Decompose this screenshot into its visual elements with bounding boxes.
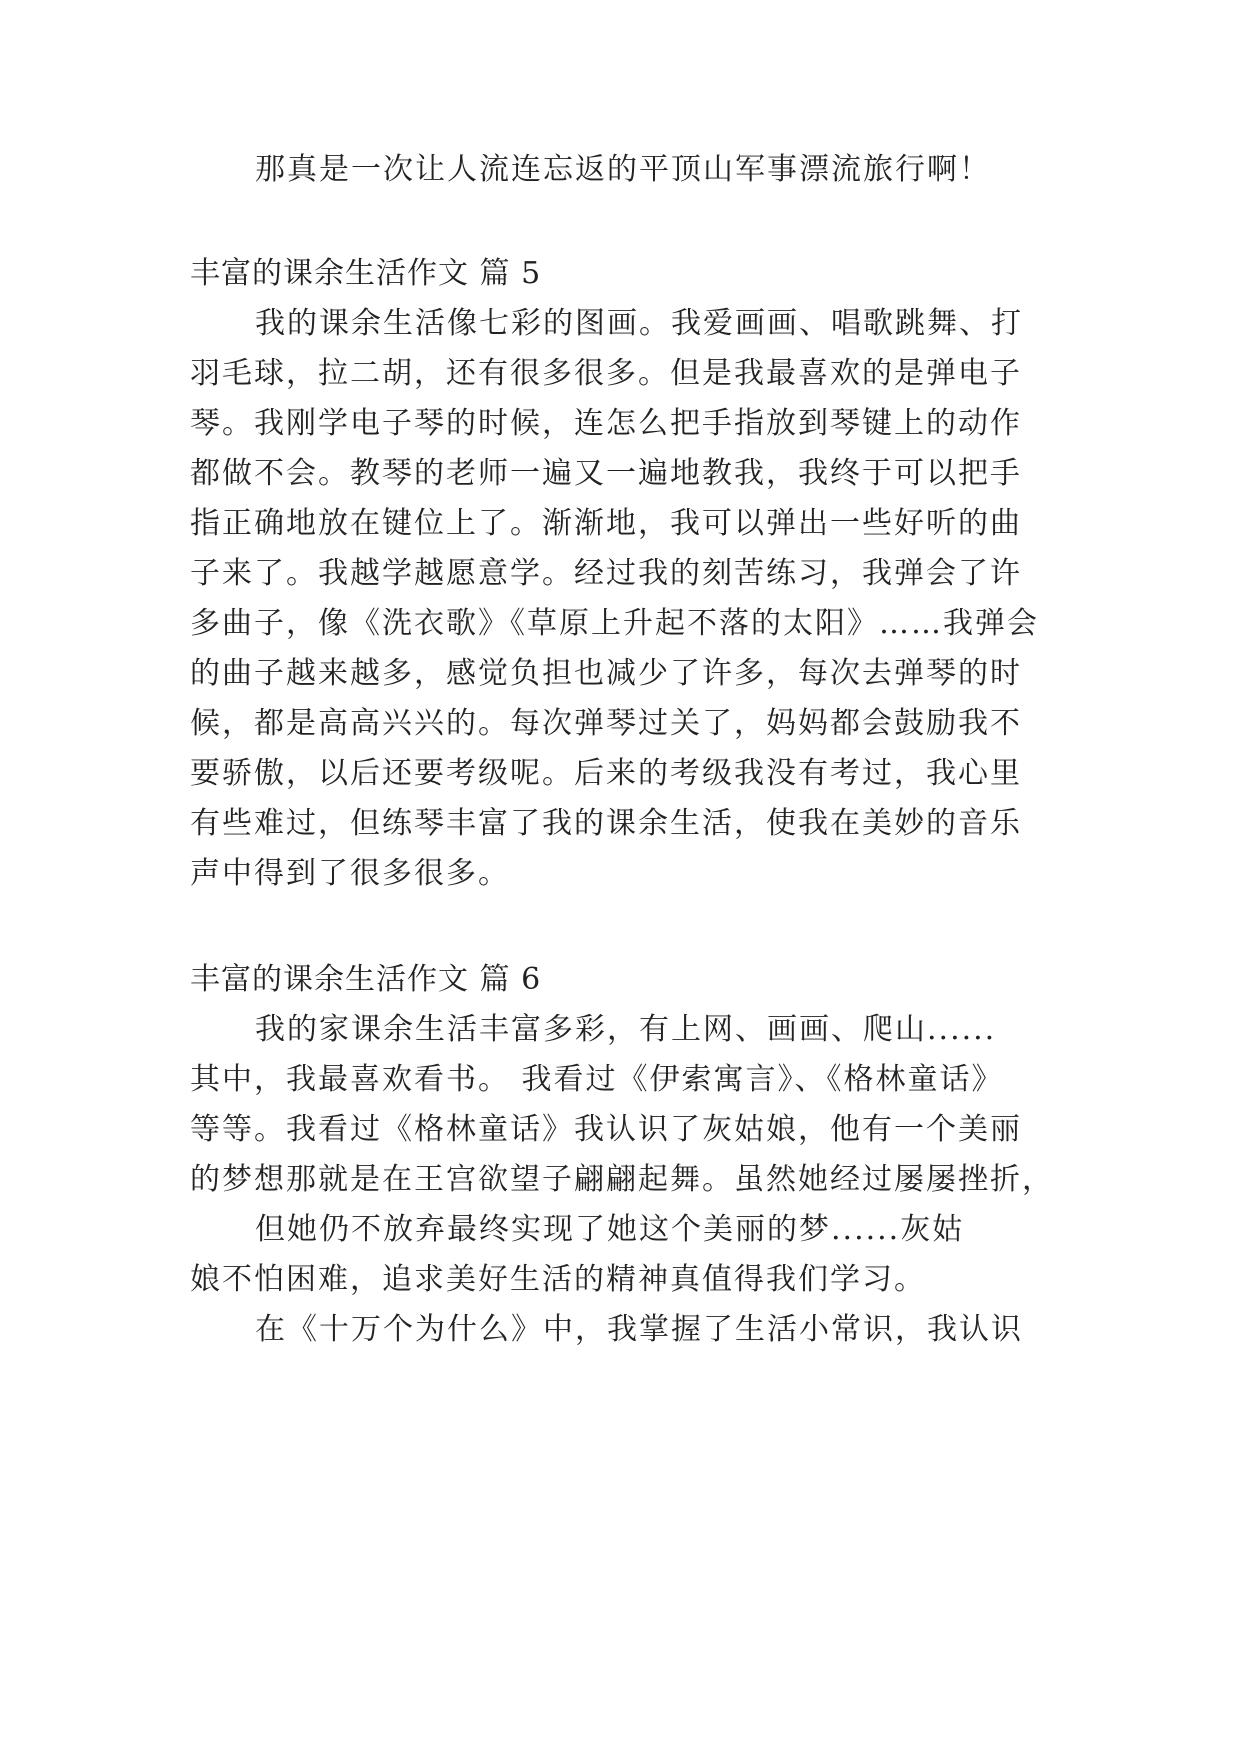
paragraph-line: 我的课余生活像七彩的图画。我爱画画、唱歌跳舞、打 [255,306,1023,341]
paragraph-line: 等等。我看过《格林童话》我认识了灰姑娘，他有一个美丽 [190,1112,1022,1147]
paragraph-line: 琴。我刚学电子琴的时候，连怎么把手指放到琴键上的动作 [190,406,1022,441]
paragraph-line: 要骄傲，以后还要考级呢。后来的考级我没有考过，我心里 [190,756,1022,791]
paragraph-line: 那真是一次让人流连忘返的平顶山军事漂流旅行啊！ [255,152,991,187]
paragraph-line: 其中，我最喜欢看书。 我看过《伊索寓言》、《格林童话》 [190,1062,1004,1097]
paragraph-line: 声中得到了很多很多。 [190,856,510,891]
paragraph-line: 我的家课余生活丰富多彩，有上网、画画、爬山...... [255,1012,997,1047]
paragraph-line: 的曲子越来越多，感觉负担也减少了许多，每次去弹琴的时 [190,656,1022,691]
paragraph-line: 都做不会。教琴的老师一遍又一遍地教我，我终于可以把手 [190,456,1022,491]
paragraph-line: 但她仍不放弃最终实现了她这个美丽的梦......灰姑 [255,1212,965,1247]
paragraph-line: 娘不怕困难，追求美好生活的精神真值得我们学习。 [190,1262,926,1297]
paragraph-line: 在《十万个为什么》中，我掌握了生活小常识，我认识 [255,1312,1023,1347]
paragraph-line: 的梦想那就是在王宫欲望子翩翩起舞。虽然她经过屡屡挫折， [190,1162,1054,1197]
section-heading: 丰富的课余生活作文 篇 6 [190,962,542,997]
paragraph-line: 子来了。我越学越愿意学。经过我的刻苦练习，我弹会了许 [190,556,1022,591]
paragraph-line: 多曲子，像《洗衣歌》《草原上升起不落的太阳》……我弹会 [190,606,1039,641]
paragraph-line: 羽毛球，拉二胡，还有很多很多。但是我最喜欢的是弹电子 [190,356,1022,391]
paragraph-line: 候，都是高高兴兴的。每次弹琴过关了，妈妈都会鼓励我不 [190,706,1022,741]
paragraph-line: 有些难过，但练琴丰富了我的课余生活，使我在美妙的音乐 [190,806,1022,841]
paragraph-line: 指正确地放在键位上了。渐渐地，我可以弹出一些好听的曲 [190,506,1022,541]
section-heading: 丰富的课余生活作文 篇 5 [190,256,542,291]
